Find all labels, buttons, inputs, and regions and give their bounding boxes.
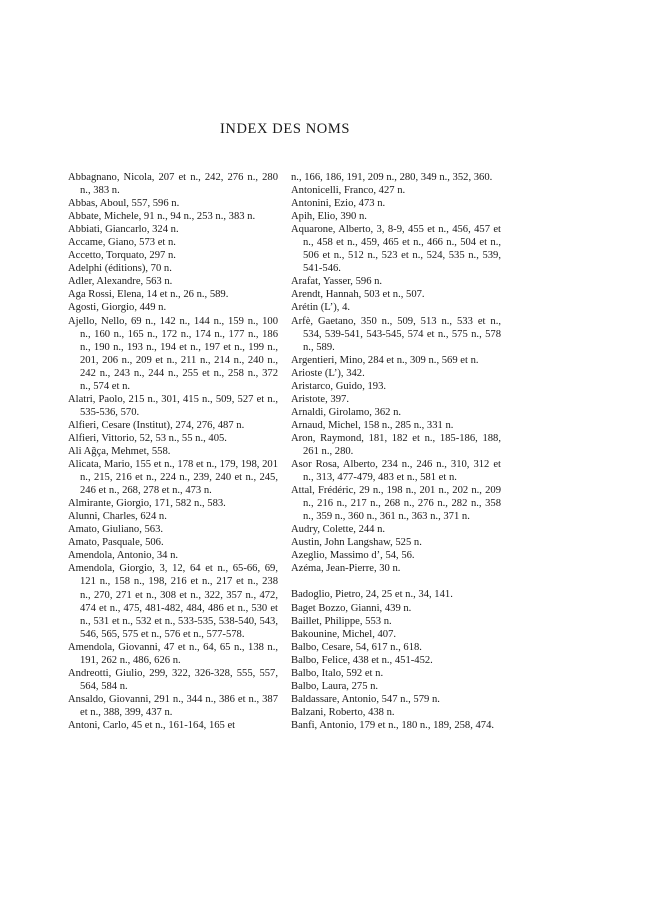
index-entry: Amendola, Giorgio, 3, 12, 64 et n., 65-66, 69, 121 n., 158 n., 198, 216 et n., 217 et n., 238 n., 270, 271 et n., 308 et n., 322, 357 n., 472, 474 et n., 475, 481-482, 484, 486 et n., 530 et n., 531 et n., 532 et n., 533-535, 538-540, 543, 546, 565, 575 et n., 576 et n., 577-578. [68, 563, 278, 640]
index-entry: Baget Bozzo, Gianni, 439 n. [291, 602, 412, 614]
index-entry: Alatri, Paolo, 215 n., 301, 415 n., 509, 527 et n., 535-536, 570. [68, 393, 278, 418]
index-entry: Austin, John Langshaw, 525 n. [291, 537, 422, 549]
index-entry: Arnaldi, Girolamo, 362 n. [291, 406, 402, 418]
index-entry: Amato, Pasquale, 506. [68, 537, 164, 549]
index-entry: Amato, Giuliano, 563. [68, 524, 164, 536]
index-entry: Almirante, Giorgio, 171, 582 n., 583. [68, 498, 226, 510]
section-gap [291, 575, 501, 588]
index-column-right [291, 171, 501, 732]
index-entry: Attal, Frédéric, 29 n., 198 n., 201 n., 202 n., 209 n., 216 n., 217 n., 268 n., 276 n., 282 n., 358 n., 359 n., 360 n., 361 n., 363 n., 371 n. [291, 485, 501, 523]
index-entry: Abbas, Aboul, 557, 596 n. [68, 198, 180, 210]
index-entry: Accetto, Torquato, 297 n. [68, 250, 176, 262]
index-entry: Andreotti, Giulio, 299, 322, 326-328, 555, 557, 564, 584 n. [68, 667, 278, 692]
index-entry: Azéma, Jean-Pierre, 30 n. [291, 563, 401, 575]
index-entry: Arendt, Hannah, 503 et n., 507. [291, 289, 425, 301]
index-entry: Ansaldo, Giovanni, 291 n., 344 n., 386 et n., 387 et n., 388, 399, 437 n. [68, 693, 278, 718]
index-entry: Arafat, Yasser, 596 n. [291, 276, 383, 288]
index-entry: Alicata, Mario, 155 et n., 178 et n., 179, 198, 201 n., 215, 216 et n., 224 n., 239, 240 et n., 245, 246 et n., 268, 278 et n., 473 n. [68, 459, 278, 497]
index-entry: Amendola, Giovanni, 47 et n., 64, 65 n., 138 n., 191, 262 n., 486, 626 n. [68, 641, 278, 666]
index-entry: Arétin (L’), 4. [291, 302, 351, 314]
index-entry: Antoni, Carlo, 45 et n., 161-164, 165 et [68, 719, 236, 731]
index-section-b [291, 588, 501, 732]
index-entry: Alfieri, Cesare (Institut), 274, 276, 487 n. [68, 419, 245, 431]
index-entry: Adelphi (éditions), 70 n. [68, 263, 172, 275]
index-entry: Argentieri, Mino, 284 et n., 309 n., 569 et n. [291, 354, 479, 366]
index-entry: Aristote, 397. [291, 393, 349, 405]
index-entry: n., 166, 186, 191, 209 n., 280, 349 n., 352, 360. [291, 172, 493, 183]
index-entry: Agosti, Giorgio, 449 n. [68, 302, 167, 314]
index-entry: Baillet, Philippe, 553 n. [291, 615, 392, 627]
index-entry: Ali Ağça, Mehmet, 558. [68, 445, 171, 457]
index-entry: Aquarone, Alberto, 3, 8-9, 455 et n., 456, 457 et n., 458 et n., 459, 465 et n., 466 n., 504 et n., 506 et n., 512 n., 523 et n., 524, 535 n., 539, 541-546. [291, 224, 501, 275]
index-entry: Aga Rossi, Elena, 14 et n., 26 n., 589. [68, 289, 229, 301]
index-entry: Arnaud, Michel, 158 n., 285 n., 331 n. [291, 419, 454, 431]
index-entry: Abbagnano, Nicola, 207 et n., 242, 276 n., 280 n., 383 n. [68, 172, 278, 197]
index-entry: Apih, Elio, 390 n. [291, 211, 367, 223]
index-entry: Antonicelli, Franco, 427 n. [291, 185, 406, 197]
index-section-a [291, 171, 501, 575]
index-entry: Balbo, Cesare, 54, 617 n., 618. [291, 641, 422, 653]
index-entry: Ajello, Nello, 69 n., 142 n., 144 n., 159 n., 100 n., 160 n., 165 n., 172 n., 174 n., 177 n., 186 n., 190 n., 193 n., 194 et n., 197 et n., 199 n., 201, 206 n., 209 et n., 211 n., 214 n., 240 n., 242 n., 243 n., 244 n., 255 et n., 258 n., 372 n., 574 et n. [68, 315, 278, 392]
index-column-left [68, 171, 278, 732]
index-entry: Aristarco, Guido, 193. [291, 380, 387, 392]
index-entry: Asor Rosa, Alberto, 234 n., 246 n., 310, 312 et n., 313, 477-479, 483 et n., 581 et n. [291, 459, 501, 484]
index-entry: Balbo, Laura, 275 n. [291, 680, 379, 692]
index-entry: Balzani, Roberto, 438 n. [291, 706, 395, 718]
index-entry: Abbiati, Giancarlo, 324 n. [68, 224, 179, 236]
index-entry: Abbate, Michele, 91 n., 94 n., 253 n., 383 n. [68, 211, 256, 223]
index-entry: Arioste (L’), 342. [291, 367, 365, 379]
index-entry: Arfè, Gaetano, 350 n., 509, 513 n., 533 et n., 534, 539-541, 543-545, 574 et n., 575 n., 578 n., 589. [291, 315, 501, 353]
index-entry: Bakounine, Michel, 407. [291, 628, 397, 640]
index-entry: Baldassare, Antonio, 547 n., 579 n. [291, 693, 440, 705]
index-entry: Balbo, Italo, 592 et n. [291, 667, 384, 679]
index-entry: Amendola, Antonio, 34 n. [68, 550, 179, 562]
index-entry: Badoglio, Pietro, 24, 25 et n., 34, 141. [291, 589, 453, 601]
index-entry: Balbo, Felice, 438 et n., 451-452. [291, 654, 433, 666]
page-title: INDEX DES NOMS [219, 121, 351, 137]
index-entry: Accame, Giano, 573 et n. [68, 237, 176, 249]
index-entry: Aron, Raymond, 181, 182 et n., 185-186, 188, 261 n., 280. [291, 432, 501, 457]
index-entry: Adler, Alexandre, 563 n. [68, 276, 173, 288]
index-entry: Antonini, Ezio, 473 n. [291, 198, 386, 210]
index-entry: Alfieri, Vittorio, 52, 53 n., 55 n., 405. [68, 432, 227, 444]
index-entry: Azeglio, Massimo d’, 54, 56. [291, 550, 415, 562]
index-entry: Alunni, Charles, 624 n. [68, 511, 167, 523]
index-entry: Audry, Colette, 244 n. [291, 524, 386, 536]
index-entry: Banfi, Antonio, 179 et n., 180 n., 189, 258, 474. [291, 719, 495, 731]
